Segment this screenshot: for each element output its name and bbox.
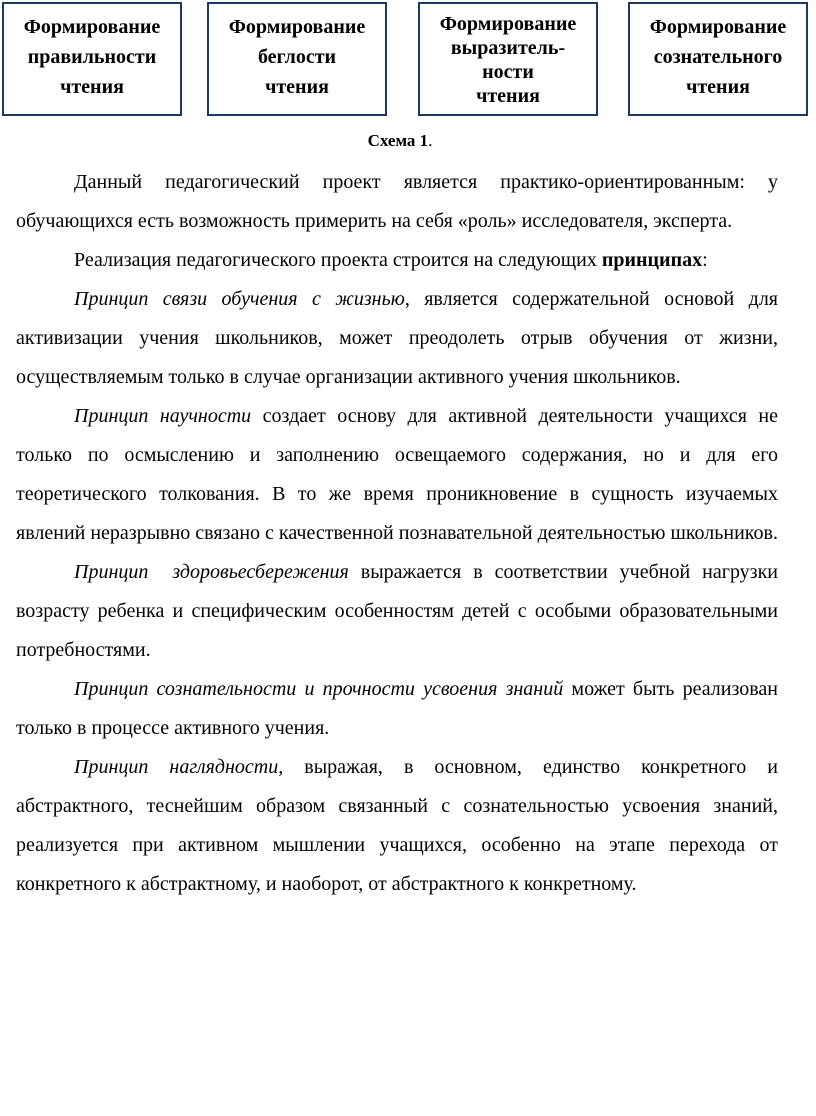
paragraph-5 bbox=[16, 553, 778, 670]
schema-box-3: Формирование выразитель- ности чтения bbox=[418, 2, 598, 116]
paragraph-7 bbox=[16, 748, 778, 904]
caption-text: Схема 1 bbox=[367, 131, 429, 150]
schema-box-1: Формирование правильности чтения bbox=[2, 2, 182, 116]
document-body bbox=[16, 163, 778, 904]
schema-box-4: Формирование сознательного чтения bbox=[628, 2, 808, 116]
p5-text: выражается в соответствии учебной нагрузки возрасту ребенка и специфическим особенностям детей с особыми образовательными потребностями. bbox=[16, 561, 779, 661]
schema-caption bbox=[0, 131, 800, 151]
p6-text: может быть реализован только в процессе активного учения. bbox=[16, 678, 778, 739]
p5-principle: Принцип здоровьесбережения bbox=[74, 561, 349, 583]
paragraph-1: Данный педагогический проект является практико-ориентированным: у обучающихся есть возможность примерить на себя «роль» исследователя, эксперта. bbox=[16, 171, 778, 232]
p7-principle: Принцип наглядности, bbox=[74, 756, 284, 778]
paragraph-2 bbox=[16, 241, 778, 280]
p3-principle: Принцип связи обучения с жизнью bbox=[74, 288, 405, 310]
schema-box-2: Формирование беглости чтения bbox=[207, 2, 387, 116]
p7-text: выражая, в основном, единство конкретного и абстрактного, теснейшим образом связанный с сознательностью усвоения знаний, реализуется при активном мышлении учащихся, особенно на этапе перехода от конкретного к абстрактному, и наоборот, от абстрактного к конкретному. bbox=[16, 756, 778, 895]
caption-dot: . bbox=[428, 131, 433, 150]
paragraph-6 bbox=[16, 670, 778, 748]
paragraph-3 bbox=[16, 280, 778, 397]
paragraph-4 bbox=[16, 397, 778, 553]
p6-principle: Принцип сознательности и прочности усвоения знаний bbox=[74, 678, 564, 700]
p2-text: Реализация педагогического проекта строится на следующих bbox=[74, 249, 602, 271]
p2-bold: принципах bbox=[601, 249, 703, 271]
p3-text: , является содержательной основой для активизации учения школьников, может преодолеть отрыв обучения от жизни, осуществляемым только в случае организации активного учения школьников. bbox=[16, 288, 778, 388]
p4-principle: Принцип научности bbox=[74, 405, 252, 427]
p4-text: создает основу для активной деятельности учащихся не только по осмыслению и заполнению освещаемого содержания, но и для его теоретического толкования. В то же время проникновение в сущность изучаемых явлений неразрывно связано с качественной познавательной деятельностью школьников. bbox=[16, 405, 779, 544]
p2-tail: : bbox=[702, 249, 708, 271]
